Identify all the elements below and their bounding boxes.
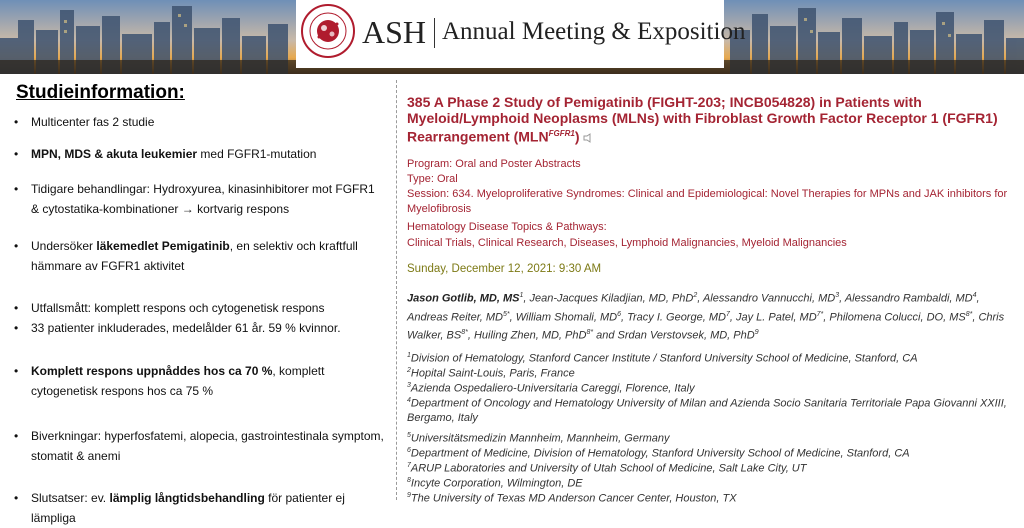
study-bullet	[14, 236, 384, 276]
topics-label: Hematology Disease Topics & Pathways:	[407, 221, 607, 233]
bullet-plain-text: med FGFR1-mutation	[197, 147, 317, 161]
meeting-title: Annual Meeting & Exposition	[442, 18, 746, 45]
bullet-dot: •	[14, 147, 19, 161]
affiliation-text: The University of Texas MD Anderson Cancer Center, Houston, TX	[410, 492, 737, 505]
author-name: , Andreas Reiter, MD	[407, 292, 980, 324]
affiliation-text: Hopital Saint-Louis, Paris, France	[410, 367, 575, 380]
banner-divider	[434, 18, 435, 48]
affiliation-number: 6	[407, 447, 411, 454]
author-affiliation-mark: 2	[693, 292, 698, 299]
author-name: , Jay L. Patel, MD	[729, 311, 817, 324]
bullet-plain-text: Multicenter fas 2 studie	[31, 115, 155, 129]
bullet-plain-text: för patienter ej lämpliga	[31, 491, 345, 525]
bullet-plain-text: Tidigare behandlingar: Hydroxyurea, kinasinhibitorer mot FGFR1 & cytostatika-kombinationer → kortvarig respons	[31, 182, 375, 216]
study-bullet	[14, 488, 384, 528]
abstract-title-end: )	[574, 128, 580, 145]
affiliation-text: Division of Hematology, Stanford Cancer Institute / Stanford University School of Medicine, Stanford, CA	[410, 352, 918, 365]
author-affiliation-mark: 7	[725, 310, 730, 318]
affiliation-text: ARUP Laboratories and University of Utah School of Medicine, Salt Lake City, UT	[410, 462, 807, 475]
author-affiliation-mark: 8*	[461, 329, 468, 337]
bullet-bold-text: läkemedlet Pemigatinib	[96, 239, 230, 253]
study-bullet	[14, 361, 384, 401]
author-name: , Philomena Colucci, DO, MS	[823, 311, 966, 324]
author-name: and Srdan Verstovsek, MD, PhD	[593, 329, 755, 342]
author-affiliation-mark: 9	[754, 329, 759, 337]
type-line: Type: Oral	[407, 173, 458, 185]
bullet-text	[14, 488, 384, 528]
affiliation-number: 9	[407, 492, 411, 499]
author-affiliation-mark: 8*	[965, 310, 973, 318]
study-bullet	[14, 144, 384, 164]
bullet-text	[14, 112, 384, 132]
topics-list: Clinical Trials, Clinical Research, Diseases, Lymphoid Malignancies, Myeloid Malignancies	[407, 237, 847, 249]
affiliation-number: 8	[407, 477, 411, 484]
study-bullet	[14, 318, 384, 338]
affiliation-text: Incyte Corporation, Wilmington, DE	[410, 477, 583, 490]
bullet-plain-text: Slutsatser: ev.	[31, 491, 110, 505]
bullet-dot: •	[14, 301, 19, 315]
study-info-heading: Studieinformation:	[16, 82, 185, 103]
affiliation-text: Department of Medicine, Division of Hematology, Stanford University School of Medicine, Stanford, CA	[410, 447, 910, 460]
bullet-text	[14, 236, 384, 276]
abstract-title-sup: FGFR1	[548, 129, 575, 138]
author-affiliation-mark: 8*	[586, 329, 594, 337]
author-name: Jason Gotlib, MD, MS	[407, 292, 520, 305]
bullet-plain-text: 33 patienter inkluderades, medelålder 61 år. 59 % kvinnor.	[31, 321, 341, 335]
author-name: , Chris Walker, BS	[407, 311, 1005, 342]
bullet-text	[14, 298, 384, 318]
header-banner	[0, 0, 1024, 74]
author-list	[407, 288, 1012, 344]
author-name: , Huiling Zhen, MD, PhD	[467, 329, 587, 342]
bullet-bold-text: lämplig långtidsbehandling	[109, 491, 265, 505]
bullet-dot: •	[14, 364, 19, 378]
column-divider	[396, 80, 397, 500]
bullet-plain-text: , komplett cytogenetisk respons hos ca 75 %	[31, 364, 325, 398]
study-bullet	[14, 298, 384, 318]
ash-seal-logo	[300, 3, 356, 59]
affiliation-text: Universitätsmedizin Mannheim, Mannheim, Germany	[410, 432, 670, 445]
author-affiliation-mark: 7*	[816, 310, 824, 318]
study-info-panel	[0, 74, 394, 525]
bullet-plain-text: , en selektiv och kraftfull hämmare av FGFR1 aktivitet	[31, 239, 358, 273]
study-bullet	[14, 112, 384, 132]
affiliation-number: 5	[407, 432, 411, 439]
affiliation-text: Department of Oncology and Hematology University of Milan and Azienda Socio Sanitaria Territoriale Papa Giovanni XXIII, Bergamo, Italy	[407, 397, 1007, 425]
session-line: Session: 634. Myeloproliferative Syndromes: Clinical and Epidemiological: Novel Therapies for MPNs and JAK inhibitors for Myelofibrosis	[407, 188, 1008, 215]
bullet-dot: •	[14, 491, 19, 505]
affiliation-number: 4	[407, 397, 411, 404]
bullet-bold-text: MPN, MDS & akuta leukemier	[31, 147, 198, 161]
program-line: Program: Oral and Poster Abstracts	[407, 158, 581, 170]
ash-wordmark: ASH	[362, 14, 427, 50]
affiliation-number: 7	[407, 462, 411, 469]
bullet-plain-text: Utfallsmått: komplett respons och cytogenetisk respons	[31, 301, 325, 315]
bullet-text	[14, 318, 384, 338]
author-name: , Jean-Jacques Kiladjian, MD, PhD	[523, 292, 694, 305]
bullet-dot: •	[14, 321, 19, 335]
abstract-title	[407, 94, 1012, 145]
author-affiliation-mark: 4	[972, 292, 977, 299]
bullet-plain-text: Undersöker	[31, 239, 97, 253]
author-affiliation-mark: 1	[519, 292, 524, 299]
affiliation-item	[407, 394, 1012, 426]
bullet-bold-text: Komplett respons uppnåddes hos ca 70 %	[31, 364, 273, 378]
sound-icon[interactable]	[583, 133, 593, 143]
author-affiliation-mark: 3	[835, 292, 840, 299]
bullet-text	[14, 361, 384, 401]
author-name: , Tracy I. George, MD	[621, 311, 726, 324]
author-name: , William Shomali, MD	[509, 311, 618, 324]
bullet-dot: •	[14, 239, 19, 253]
bullet-plain-text: Biverkningar: hyperfosfatemi, alopecia, gastrointestinala symptom, stomatit & anemi	[31, 429, 384, 463]
abstract-title-text: 385 A Phase 2 Study of Pemigatinib (FIGHT-203; INCB054828) in Patients with Myeloid/Lymphoid Neoplasms (MLNs) with Fibroblast Growth Factor Receptor 1 (FGFR1) Rearrangement (MLN	[407, 94, 998, 145]
author-affiliation-mark: 5*	[502, 310, 510, 318]
author-affiliation-mark: 6	[617, 310, 621, 318]
affiliation-number: 3	[407, 382, 411, 389]
bullet-dot: •	[14, 429, 19, 443]
affiliation-number: 1	[407, 352, 411, 359]
bullet-text	[14, 426, 384, 466]
bullet-text	[14, 179, 384, 219]
bullet-dot: •	[14, 115, 19, 129]
affiliation-item	[407, 489, 1012, 506]
abstract-panel	[407, 74, 1017, 505]
author-name: , Alessandro Vannucchi, MD	[697, 292, 836, 305]
author-name: , Alessandro Rambaldi, MD	[839, 292, 973, 305]
affiliation-number: 2	[407, 367, 411, 374]
study-bullet	[14, 179, 384, 219]
bullet-dot: •	[14, 182, 19, 196]
study-bullet	[14, 426, 384, 466]
bullet-text	[14, 144, 384, 164]
affiliation-text: Azienda Ospedaliero-Universitaria Careggi, Florence, Italy	[410, 382, 695, 395]
session-date: Sunday, December 12, 2021: 9:30 AM	[407, 263, 602, 275]
